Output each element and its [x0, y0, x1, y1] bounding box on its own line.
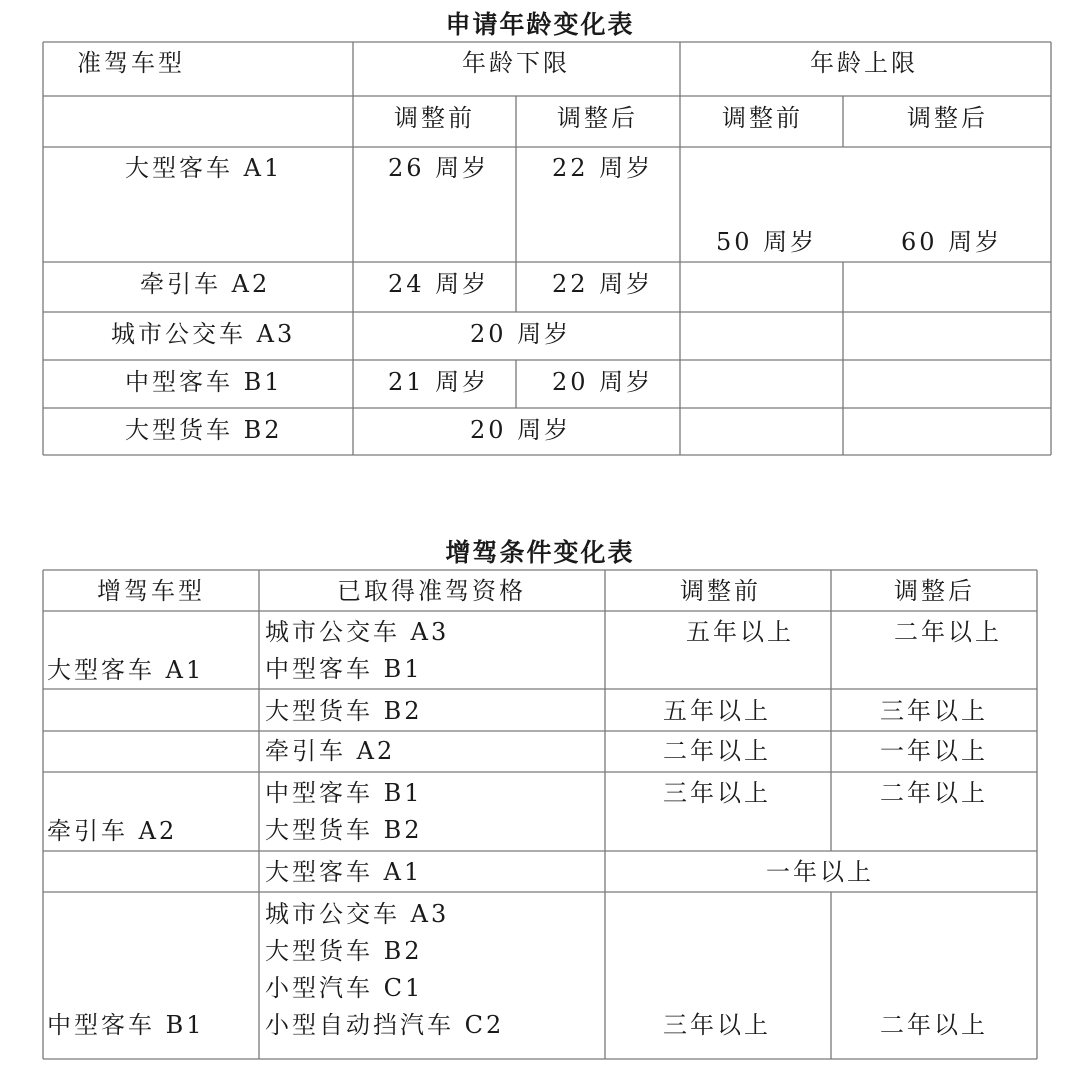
held-line: 大型货车 B2 — [265, 937, 423, 965]
held-line: 大型客车 A1 — [265, 858, 423, 886]
header-after: 调整后 — [894, 577, 975, 605]
header-lower-before: 调整前 — [394, 104, 475, 132]
lower-before-b1: 21 周岁 — [388, 368, 490, 396]
after-value: 三年以上 — [880, 697, 988, 725]
before-value: 三年以上 — [663, 1011, 771, 1039]
after-value: 一年以上 — [880, 737, 988, 765]
upper-after-value: 60 周岁 — [901, 228, 1003, 256]
lower-merged-b2: 20 周岁 — [470, 416, 572, 444]
before-value: 五年以上 — [686, 618, 794, 646]
held-line: 中型客车 B1 — [265, 655, 423, 683]
after-value: 二年以上 — [880, 779, 988, 807]
header-lower-limit: 年龄下限 — [462, 49, 570, 77]
held-line: 小型汽车 C1 — [265, 974, 424, 1002]
header-before: 调整前 — [680, 577, 761, 605]
before-value: 二年以上 — [663, 737, 771, 765]
target-vehicle-a2: 牵引车 A2 — [47, 817, 178, 845]
lower-after-a1: 22 周岁 — [552, 154, 654, 182]
held-line: 城市公交车 A3 — [265, 618, 450, 646]
header-upper-after: 调整后 — [907, 104, 988, 132]
lower-before-a1: 26 周岁 — [388, 154, 490, 182]
held-line: 中型客车 B1 — [265, 779, 423, 807]
row-vehicle-a2: 牵引车 A2 — [140, 270, 271, 298]
lower-after-b1: 20 周岁 — [552, 368, 654, 396]
header-lower-after: 调整后 — [557, 104, 638, 132]
header-target-vehicle: 增驾车型 — [97, 577, 205, 605]
held-line: 大型货车 B2 — [265, 697, 423, 725]
row-vehicle-a1: 大型客车 A1 — [125, 154, 283, 182]
held-line: 牵引车 A2 — [265, 737, 396, 765]
target-vehicle-a1: 大型客车 A1 — [47, 656, 205, 684]
lower-merged-a3: 20 周岁 — [470, 320, 572, 348]
upper-before-value: 50 周岁 — [716, 228, 818, 256]
header-upper-before: 调整前 — [722, 104, 803, 132]
held-line: 大型货车 B2 — [265, 816, 423, 844]
header-upper-limit: 年龄上限 — [810, 49, 918, 77]
header-vehicle-type: 准驾车型 — [77, 49, 185, 77]
row-vehicle-a3: 城市公交车 A3 — [111, 320, 296, 348]
after-value: 二年以上 — [894, 618, 1002, 646]
lower-before-a2: 24 周岁 — [388, 270, 490, 298]
table1-title: 申请年龄变化表 — [445, 10, 635, 39]
lower-after-a2: 22 周岁 — [552, 270, 654, 298]
before-value: 三年以上 — [663, 779, 771, 807]
merged-value: 一年以上 — [766, 858, 874, 886]
table2-title: 增驾条件变化表 — [445, 538, 635, 567]
row-vehicle-b2: 大型货车 B2 — [125, 416, 283, 444]
held-line: 小型自动挡汽车 C2 — [265, 1011, 505, 1039]
after-value: 二年以上 — [880, 1011, 988, 1039]
header-held-qualification: 已取得准驾资格 — [337, 577, 526, 605]
held-line: 城市公交车 A3 — [265, 900, 450, 928]
before-value: 五年以上 — [663, 697, 771, 725]
row-vehicle-b1: 中型客车 B1 — [125, 368, 283, 396]
target-vehicle-b1: 中型客车 B1 — [47, 1011, 205, 1039]
